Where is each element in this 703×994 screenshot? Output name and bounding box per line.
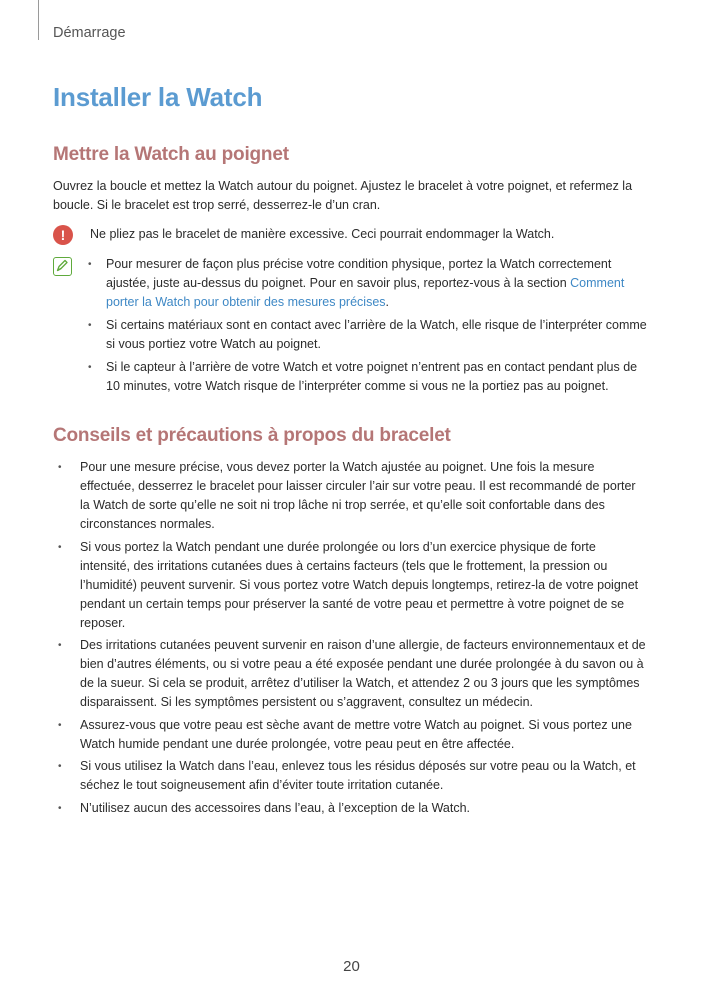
tips-list-item: • Des irritations cutanées peuvent survenir en raison d’une allergie, de facteurs environnementaux et de bien d’autres éléments, ou si votre peau a été exposée pendant une durée prolongée à du savon ou à de la sueur. Si cela se produit, arrêtez d’utiliser la Watch, et attendez 2 ou 3 jours que les symptômes disparaissent. Si les symptômes persistent ou s’aggravent, consultez un médecin. (53, 636, 648, 712)
tips-list-item: • Assurez-vous que votre peau est sèche avant de mettre votre Watch au poignet. Si vous portez une Watch humide pendant une durée prolongée, votre peau peut en être affectée. (53, 716, 648, 754)
caution-icon: ! (53, 225, 73, 245)
note-item-text-end: . (385, 295, 390, 309)
tips-list-item: • Pour une mesure précise, vous devez porter la Watch ajustée au poignet. Une fois la mesure effectuée, desserrez le bracelet pour laisser circuler l’air sur votre peau. Il est recommandé de porter la Watch de sorte qu’elle ne soit ni trop lâche ni trop serrée, et qu’elle soit confortable dans des circonstances normales. (53, 458, 648, 534)
tips-list-item: • Si vous utilisez la Watch dans l’eau, enlevez tous les résidus déposés sur votre peau ou la Watch, et séchez le tout soigneusement afin d’éviter toute irritation cutanée. (53, 757, 648, 795)
warning-text: Ne pliez pas le bracelet de manière excessive. Ceci pourrait endommager la Watch. (90, 227, 555, 241)
note-icon (53, 257, 72, 276)
page-number: 20 (343, 958, 360, 975)
note-item-text: Pour mesurer de façon plus précise votre condition physique, portez la Watch correctement ajustée, juste au-dessus du poignet. Pour en savoir plus, reportez-vous à la section (106, 257, 612, 290)
strap-section-heading: Mettre la Watch au poignet (53, 144, 289, 165)
header-rule (38, 0, 39, 40)
tips-list-item: • Si vous portez la Watch pendant une durée prolongée ou lors d’un exercice physique de forte intensité, des irritations cutanées dues à certains facteurs (tels que le frottement, la pression ou l’humidité) peuvent survenir. Si vous portez votre Watch depuis longtemps, retirez-la de votre poignet pendant un certain temps pour préserver la santé de votre peau et permettre à votre poignet de se reposer. (53, 538, 648, 633)
note-item (86, 255, 654, 312)
tips-list-item: • N’utilisez aucun des accessoires dans l’eau, à l’exception de la Watch. (53, 799, 648, 818)
tips-section-heading: Conseils et précautions à propos du bracelet (53, 425, 451, 446)
section-label: Démarrage (53, 25, 126, 41)
measure-guide-link[interactable]: Comment porter la Watch pour obtenir des mesures précises (106, 276, 625, 309)
strap-intro-paragraph: Ouvrez la boucle et mettez la Watch autour du poignet. Ajustez le bracelet à votre poignet, et refermez la boucle. Si le bracelet est trop serré, desserrez-le d’un cran. (53, 179, 633, 212)
tips-list (53, 458, 648, 821)
page-title: Installer la Watch (53, 82, 263, 112)
note-item: • Si certains matériaux sont en contact avec l’arrière de la Watch, elle risque de l’interpréter comme si vous portiez votre Watch au poignet. (86, 316, 654, 354)
note-list (86, 255, 654, 400)
note-item: • Si le capteur à l’arrière de votre Watch et votre poignet n’entrent pas en contact pendant plus de 10 minutes, votre Watch risque de l’interpréter comme si vous ne la portiez pas au poignet. (86, 358, 654, 396)
